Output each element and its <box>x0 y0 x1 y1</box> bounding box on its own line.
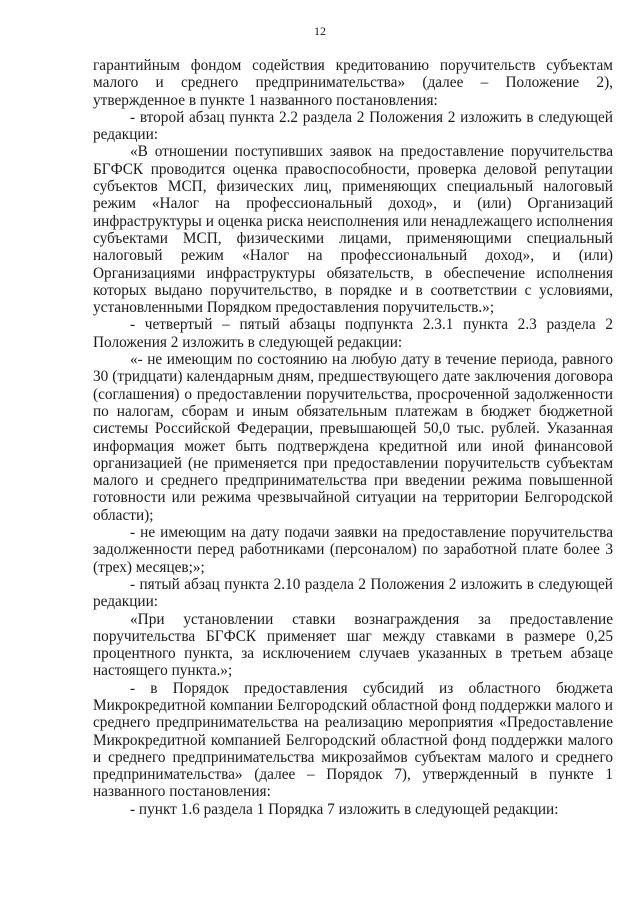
paragraph-6: - не имеющим на дату подачи заявки на предоставление поручительства задолженности перед работниками (персоналом) по заработной плате более 3 (трех) месяцев;»; <box>93 524 613 576</box>
paragraph-8: «При установлении ставки вознаграждения за предоставление поручительства БГФСК применяет шаг между ставками в размере 0,25 процентного пункта, за исключением случаев указанных в третьем абзаце настоящего пункта.»; <box>93 610 613 680</box>
paragraph-3: «В отношении поступивших заявок на предоставление поручительства БГФСК проводится оценка правоспособности, проверка деловой репутации субъектов МСП, физических лиц, применяющих специальный налоговый режим «Налог на профессиональный доход», и (или) Организаций инфраструктуры и оценка риска неисполнения или ненадлежащего исполнения субъектами МСП, физическими лицами, применяющими специальный налоговый режим «Налог на профессиональный доход», и (или) Организациями инфраструктуры обязательств, в обеспечение исполнения которых выдано поручительство, в порядке и в соответствии с условиями, установленными Порядком предоставления поручительств.»; <box>93 143 613 317</box>
paragraph-7: - пятый абзац пункта 2.10 раздела 2 Положения 2 изложить в следующей редакции: <box>93 575 613 611</box>
paragraph-1: гарантийным фондом содействия кредитованию поручительств субъектам малого и среднего предпринимательства» (далее – Положение 2), утвержденное в пункте 1 названного постановления: <box>93 57 613 109</box>
document-body <box>93 57 613 818</box>
paragraph-2: - второй абзац пункта 2.2 раздела 2 Положения 2 изложить в следующей редакции: <box>93 108 613 144</box>
paragraph-4: - четвертый – пятый абзацы подпункта 2.3.1 пункта 2.3 раздела 2 Положения 2 изложить в следующей редакции: <box>93 316 613 351</box>
page-number: 12 <box>314 24 326 38</box>
paragraph-5: «- не имеющим по состоянию на любую дату в течение периода, равного 30 (тридцати) календарным дням, предшествующего дате заключения договора (соглашения) о предоставлении поручительства, просроченной задолженности по налогам, сборам и иным обязательным платежам в бюджет бюджетной системы Российской Федерации, превышающей 50,0 тыс. рублей. Указанная информация может быть подтверждена кредитной или иной финансовой организацией (не применяется при предоставлении поручительств субъектам малого и среднего предпринимательства при введении режима повышенной готовности или режима чрезвычайной ситуации на территории Белгородской области); <box>93 351 613 524</box>
paragraph-10: - пункт 1.6 раздела 1 Порядка 7 изложить в следующей редакции: <box>130 800 559 818</box>
paragraph-9: - в Порядок предоставления субсидий из областного бюджета Микрокредитной компании Белгородский областной фонд поддержки малого и среднего предпринимательства на реализацию мероприятия «Предоставление Микрокредитной компанией Белгородский областной фонд поддержки малого и среднего предпринимательства микрозаймов субъектам малого и среднего предпринимательства» (далее – Порядок 7), утвержденный в пункте 1 названного постановления: <box>93 679 613 801</box>
